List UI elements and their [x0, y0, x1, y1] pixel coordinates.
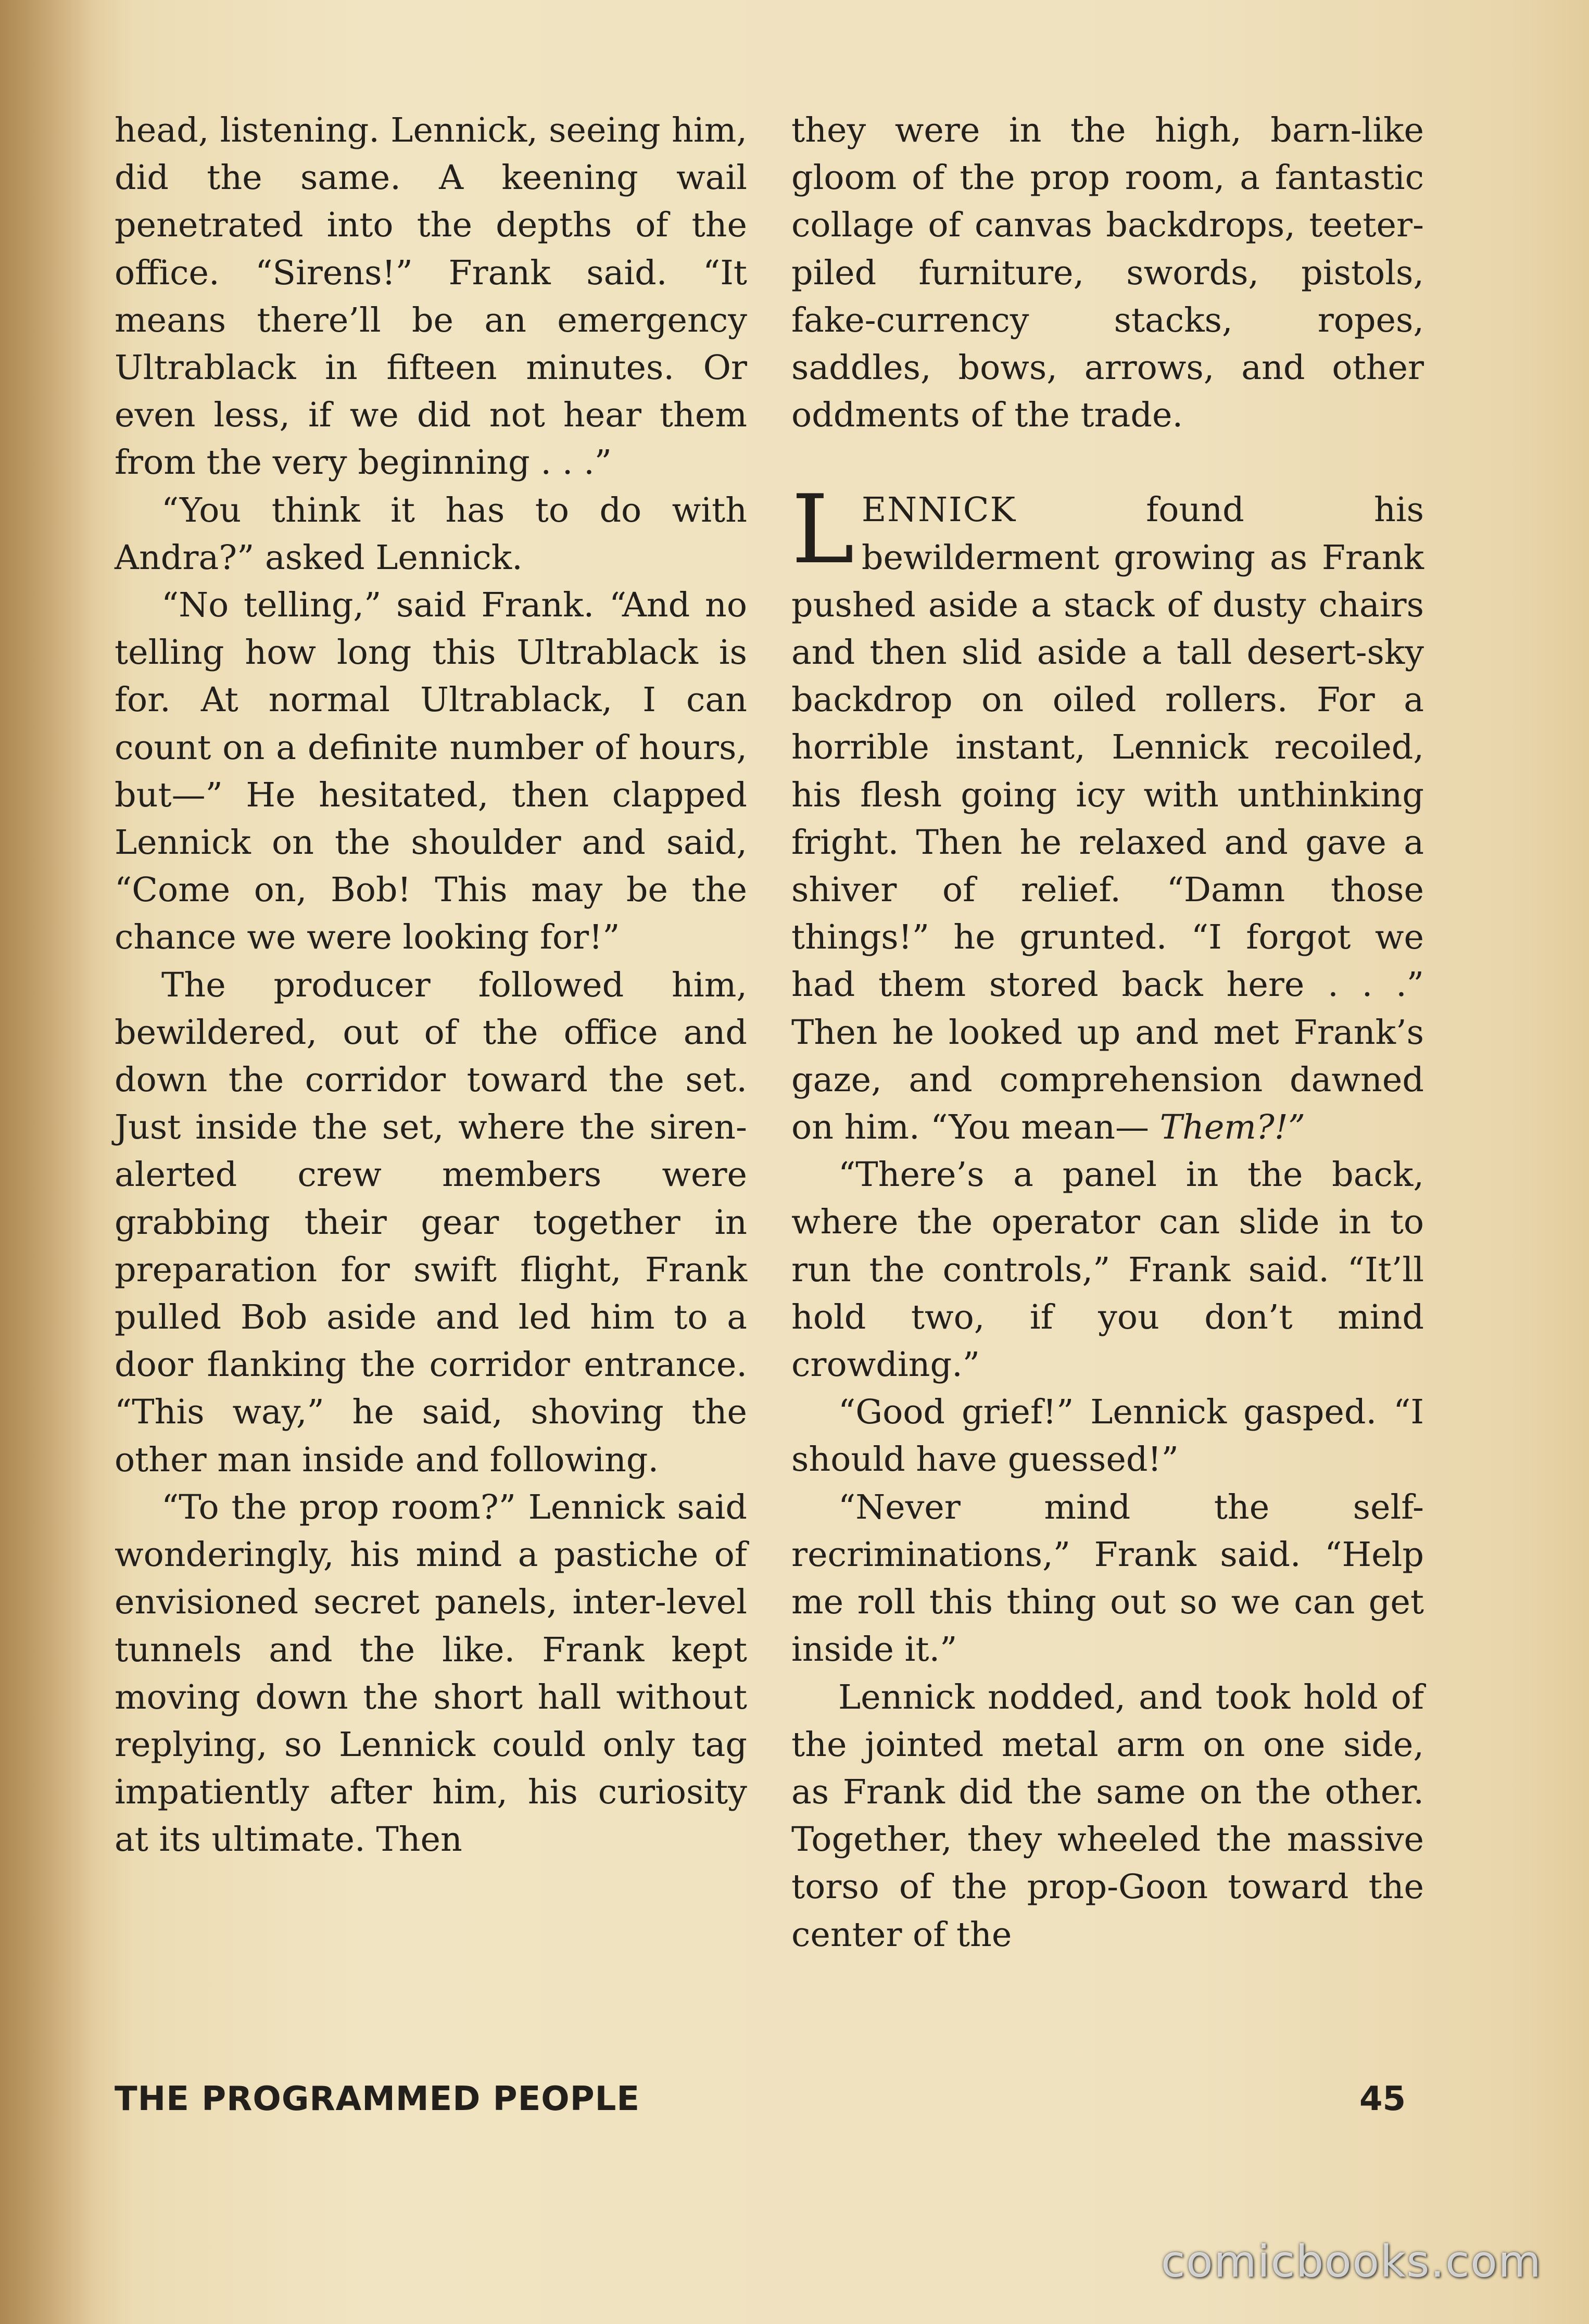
- paragraph: The producer followed him, bewildered, out of the office and down the corridor toward the set. Just inside the set, where the siren-alerted crew members were grabbing their gear together in preparation for swift flight, Frank pulled Bob aside and led him to a door flanking the corridor entrance. “This way,” he said, shoving the other man inside and following.: [115, 965, 747, 1480]
- paragraph-text: found his bewilderment growing as Frank pushed aside a stack of dusty chairs and then slid aside a tall desert-sky backdrop on oiled rollers. For a horrible instant, Lennick recoiled, his flesh going icy with unthinking fright. Then he relaxed and gave a shiver of relief. “Damn those things!” he grunted. “I forgot we had them stored back here . . .” Then he looked up and met Frank’s gaze, and comprehension dawned on him. “You mean—: [791, 490, 1424, 1147]
- running-title: THE PROGRAMMED PEOPLE: [115, 2080, 640, 2118]
- paragraph: “Good grief!” Lennick gasped. “I should have guessed!”: [791, 1393, 1424, 1480]
- binding-shadow: [0, 0, 94, 2324]
- drop-cap-smallcaps: ENNICK: [861, 490, 1017, 530]
- italic-text: Them?!”: [1159, 1108, 1306, 1147]
- paragraph: Lennick nodded, and took hold of the jointed metal arm on one side, as Frank did the same on the other. Together, they wheeled the massive torso of the prop-Goon toward the center of the: [791, 1677, 1424, 1954]
- drop-cap: L: [791, 474, 854, 585]
- right-text-column: [791, 107, 1424, 1959]
- section-opening-paragraph: [791, 474, 1424, 1151]
- paragraph: “Never mind the self-recriminations,” Frank said. “Help me roll this thing out so we can get inside it.”: [791, 1487, 1424, 1670]
- site-watermark: comicbooks.com: [1161, 2236, 1542, 2287]
- left-text-column: [115, 107, 747, 1864]
- paragraph: “To the prop room?” Lennick said wonderingly, his mind a pastiche of envisioned secret panels, inter-level tunnels and the like. Frank kept moving down the short hall without replying, so Lennick could only tag impatiently after him, his curiosity at its ultimate. Then: [115, 1487, 747, 1860]
- paragraph: head, listening. Lennick, seeing him, did the same. A keening wail penetrated into the depths of the office. “Sirens!” Frank said. “It means there’ll be an emergency Ultrablack in fifteen minutes. Or even less, if we did not hear them from the very beginning . . .”: [115, 111, 747, 483]
- paragraph: they were in the high, barn-like gloom of the prop room, a fantastic collage of canvas backdrops, teeter-piled furniture, swords, pistols, fake-currency stacks, ropes, saddles, bows, arrows, and other oddments of the trade.: [791, 111, 1424, 435]
- paragraph: “No telling,” said Frank. “And no telling how long this Ultrablack is for. At normal Ultrablack, I can count on a definite number of hours, but—” He hesitated, then clapped Lennick on the shoulder and said, “Come on, Bob! This may be the chance we were looking for!”: [115, 586, 747, 957]
- page-footer: [115, 2080, 1406, 2127]
- page-number: 45: [1359, 2080, 1406, 2118]
- paragraph: “You think it has to do with Andra?” asked Lennick.: [115, 490, 747, 577]
- paragraph: “There’s a panel in the back, where the operator can slide in to run the controls,” Frank said. “It’ll hold two, if you don’t mind crowding.”: [791, 1155, 1424, 1385]
